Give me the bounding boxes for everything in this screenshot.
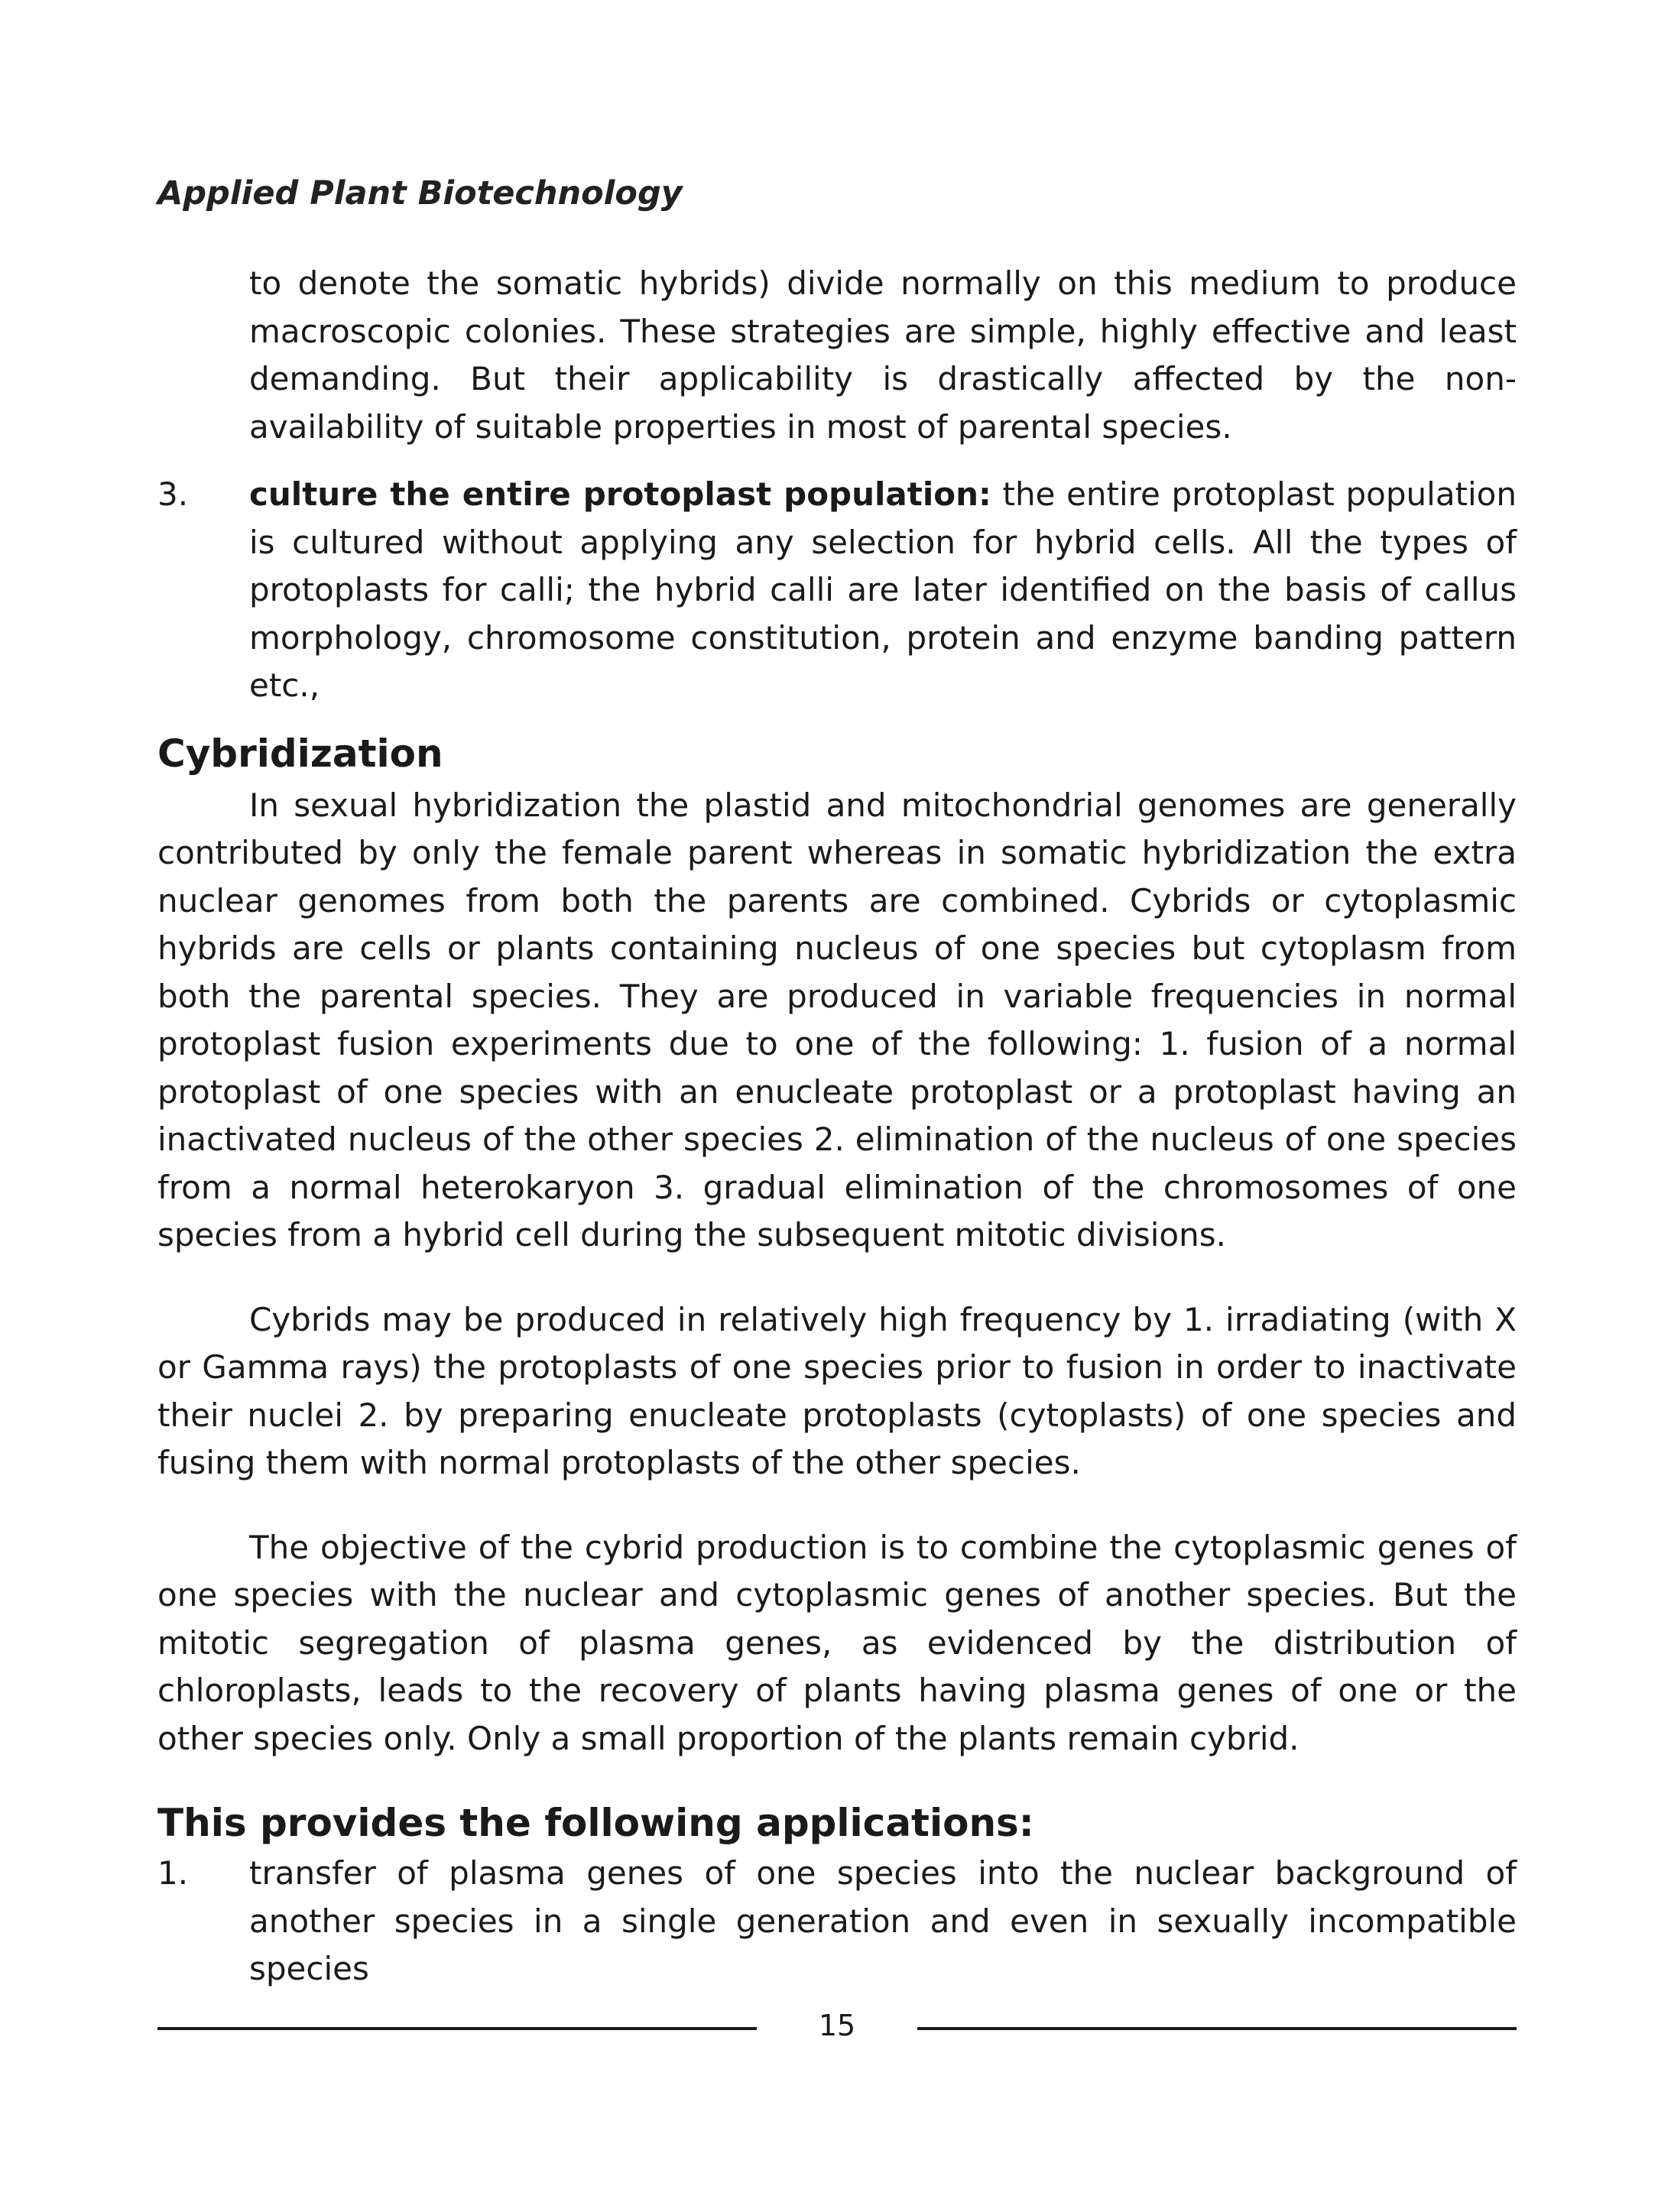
page-number: 15 (818, 2009, 856, 2042)
list-item-text: the entire protoplast population is cultured without applying any selection for hybrid cells. All the types of protoplasts for calli; the hybrid calli are later identified on the basis of callus morphology, chromosome constitution, protein and enzyme banding pattern etc., (249, 475, 1517, 704)
running-head: Applied Plant Biotechnology (157, 174, 683, 212)
page-footer (157, 2003, 1517, 2048)
list-item-number: 3. (157, 475, 189, 513)
list-item-3 (157, 471, 1517, 710)
list-item-1 (157, 1850, 1517, 1993)
paragraph: The objective of the cybrid production is to combine the cytoplasmic genes of one species with the nuclear and cytoplasmic genes of another species. But the mitotic segregation of plasma genes, as evidenced by the distribution of chloroplasts, leads to the recovery of plants having plasma genes of one or the other species only. Only a small proportion of the plants remain cybrid. (157, 1528, 1517, 1757)
footer-rule-left (157, 2027, 757, 2030)
section-heading-cybridization: Cybridization (157, 731, 443, 776)
section-heading-applications: This provides the following applications: (157, 1801, 1034, 1845)
list-item-bold-lead: culture the entire protoplast population: (249, 475, 991, 513)
page-content (157, 260, 1517, 1993)
footer-rule-right (917, 2027, 1517, 2030)
continuation-paragraph: to denote the somatic hybrids) divide normally on this medium to produce macroscopic colonies. These strategies are simple, highly effective and least demanding. But their applicability is drastically affected by the non-availability of suitable properties in most of parental species. (249, 264, 1517, 446)
list-item-number: 1. (157, 1854, 189, 1892)
list-item-text: transfer of plasma genes of one species into the nuclear background of another species in a single generation and even in sexually incompatible species (249, 1854, 1517, 1987)
paragraph: Cybrids may be produced in relatively high frequency by 1. irradiating (with X or Gamma rays) the protoplasts of one species prior to fusion in order to inactivate their nuclei 2. by preparing enucleate protoplasts (cytoplasts) of one species and fusing them with normal protoplasts of the other species. (157, 1300, 1517, 1481)
paragraph: In sexual hybridization the plastid and mitochondrial genomes are generally contributed by only the female parent whereas in somatic hybridization the extra nuclear genomes from both the parents are combined. Cybrids or cytoplasmic hybrids are cells or plants containing nucleus of one species but cytoplasm from both the parental species. They are produced in variable frequencies in normal protoplast fusion experiments due to one of the following: 1. fusion of a normal protoplast of one species with an enucleate protoplast or a protoplast having an inactivated nucleus of the other species 2. elimination of the nucleus of one species from a normal heterokaryon 3. gradual elimination of the chromosomes of one species from a hybrid cell during the subsequent mitotic divisions. (157, 786, 1517, 1254)
